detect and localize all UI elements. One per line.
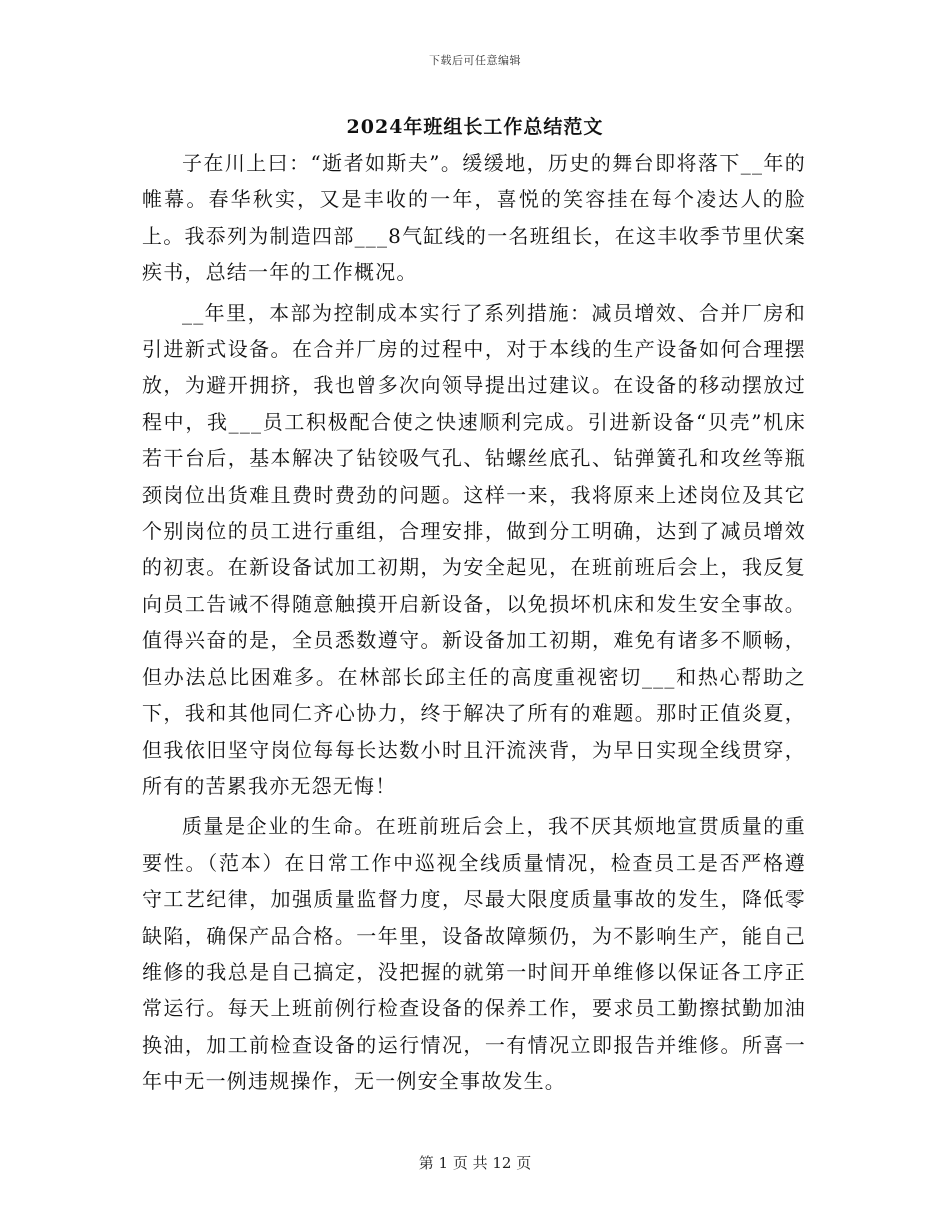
paragraph-1: 子在川上曰：“逝者如斯夫”。缓缓地，历史的舞台即将落下__年的帷幕。春华秋实，又是丰收的一年，喜悦的笑容挂在每个凌达人的脸上。我忝列为制造四部___8气缸线的一名班组长，在这丰收季节里伏案疾书，总结一年的工作概况。 (142, 151, 806, 285)
page-footer (0, 1152, 950, 1173)
paragraph-2: __年里，本部为控制成本实行了系列措施：减员增效、合并厂房和引进新式设备。在合并厂房的过程中，对于本线的生产设备如何合理摆放，为避开拥挤，我也曾多次向领导提出过建议。在设备的移动摆放过程中，我___员工积极配合使之快速顺利完成。引进新设备“贝壳”机床若干台后，基本解决了钻铰吸气孔、钻螺丝底孔、钻弹簧孔和攻丝等瓶颈岗位出货难且费时费劲的问题。这样一来，我将原来上述岗位及其它个别岗位的员工进行重组，合理安排，做到分工明确，达到了减员增效的初衷。在新设备试加工初期，为安全起见，在班前班后会上，我反复向员工告诫不得随意触摸开启新设备，以免损坏机床和发生安全事故。值得兴奋的是，全员悉数遵守。新设备加工初期，难免有诸多不顺畅，但办法总比困难多。在林部长邱主任的高度重视密切___和热心帮助之下，我和其他同仁齐心协力，终于解决了所有的难题。那时正值炎夏，但我依旧坚守岗位每每长达数小时且汗流浃背，为早日实现全线贯穿，所有的苦累我亦无怨无悔！ (142, 300, 806, 798)
page-number-label: 第 1 页 共 12 页 (418, 1154, 532, 1172)
document-body (142, 145, 806, 1100)
document-title: 2024年班组长工作总结范文 (346, 116, 604, 138)
paragraph-3: 质量是企业的生命。在班前班后会上，我不厌其烦地宣贯质量的重要性。（范本）在日常工作中巡视全线质量情况，检查员工是否严格遵守工艺纪律，加强质量监督力度，尽最大限度质量事故的发生，降低零缺陷，确保产品合格。一年里，设备故障频仍，为不影响生产，能自己维修的我总是自己搞定，没把握的就第一时间开单维修以保证各工序正常运行。每天上班前例行检查设备的保养工作，要求员工勤擦拭勤加油换油，加工前检查设备的运行情况，一有情况立即报告并维修。所喜一年中无一例违规操作，无一例安全事故发生。 (142, 814, 806, 1094)
header-note: 下载后可任意编辑 (429, 54, 521, 67)
